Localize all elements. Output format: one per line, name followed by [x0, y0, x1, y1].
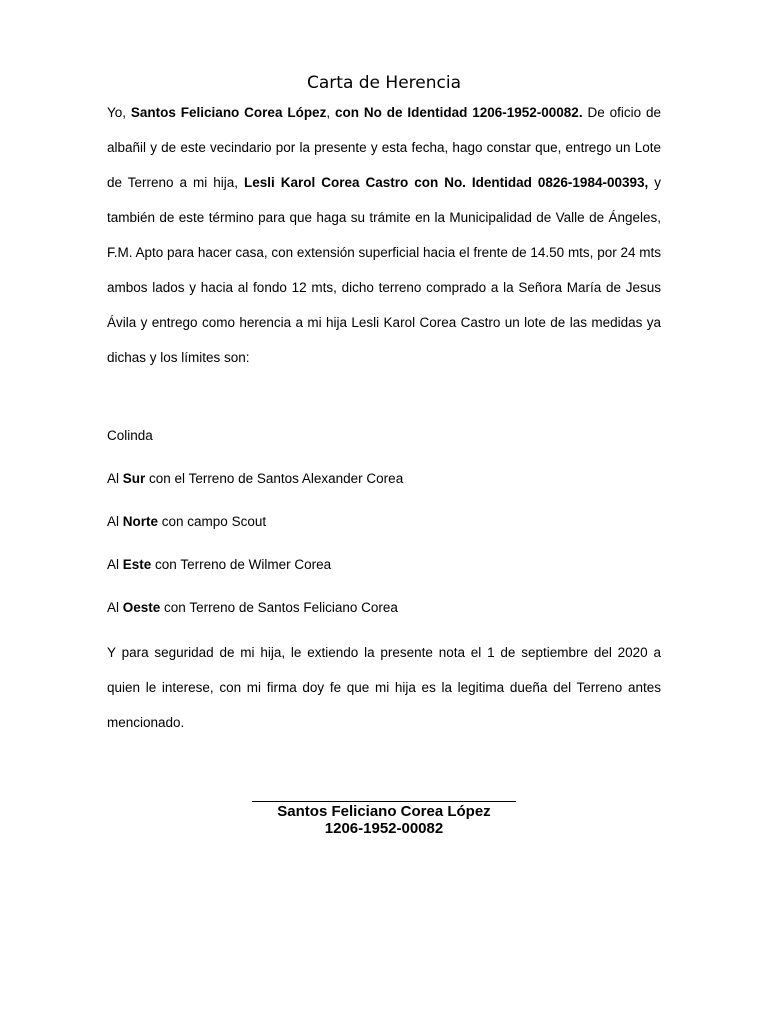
colinda-label: Colinda [107, 428, 153, 443]
limit-direction: Sur [122, 471, 146, 486]
intro-text-1: Yo, [107, 105, 131, 120]
intro-text-6: Lesli Karol Corea Castro con No. Identidad 0826-1984-00393, [243, 175, 649, 190]
limit-direction: Este [122, 557, 152, 572]
intro-text-5: De oficio de albañil y de este vecindario por la presente y esta fecha, hago constar que, entrego un Lote de Terreno a mi hija, [107, 105, 661, 190]
intro-text-3: , [326, 105, 335, 120]
limit-direction: Oeste [122, 600, 161, 615]
document-title: Carta de Herencia [307, 73, 461, 93]
limit-text: con campo Scout [158, 514, 267, 529]
signature-name: Santos Feliciano Corea López [277, 803, 491, 820]
signature-line [252, 801, 516, 802]
limit-este [107, 555, 661, 575]
closing-paragraph: Y para seguridad de mi hija, le extiendo la presente nota el 1 de septiembre del 2020 a quien le interese, con mi firma doy fe que mi hija es la legitima dueña del Terreno antes mencionado. [107, 645, 661, 730]
limit-text: con Terreno de Wilmer Corea [151, 557, 332, 572]
limit-direction: Norte [122, 514, 159, 529]
intro-paragraph [107, 95, 661, 375]
limit-prefix: Al [107, 471, 123, 486]
limit-prefix: Al [107, 514, 123, 529]
limit-prefix: Al [107, 600, 123, 615]
intro-text-4: con No de Identidad 1206-1952-00082. [334, 105, 583, 120]
limit-sur [107, 469, 661, 489]
limit-norte [107, 512, 661, 532]
limit-text: con el Terreno de Santos Alexander Corea [145, 471, 404, 486]
intro-text-7: y también de este término para que haga su trámite en la Municipalidad de Valle de Ángeles, F.M. Apto para hacer casa, con extensión superficial hacia el frente de 14.50 mts, por 24 mts ambos lados y hacia al fondo 12 mts, dicho terreno comprado a la Señora María de Jesus Ávila y entrego como herencia a mi hija Lesli Karol Corea Castro un lote de las medidas ya dichas y los límites son: [107, 175, 661, 365]
intro-text-2: Santos Feliciano Corea López [130, 105, 327, 120]
limit-text: con Terreno de Santos Feliciano Corea [160, 600, 398, 615]
limit-prefix: Al [107, 557, 123, 572]
signature-id: 1206-1952-00082 [324, 820, 444, 837]
limit-oeste [107, 598, 661, 618]
